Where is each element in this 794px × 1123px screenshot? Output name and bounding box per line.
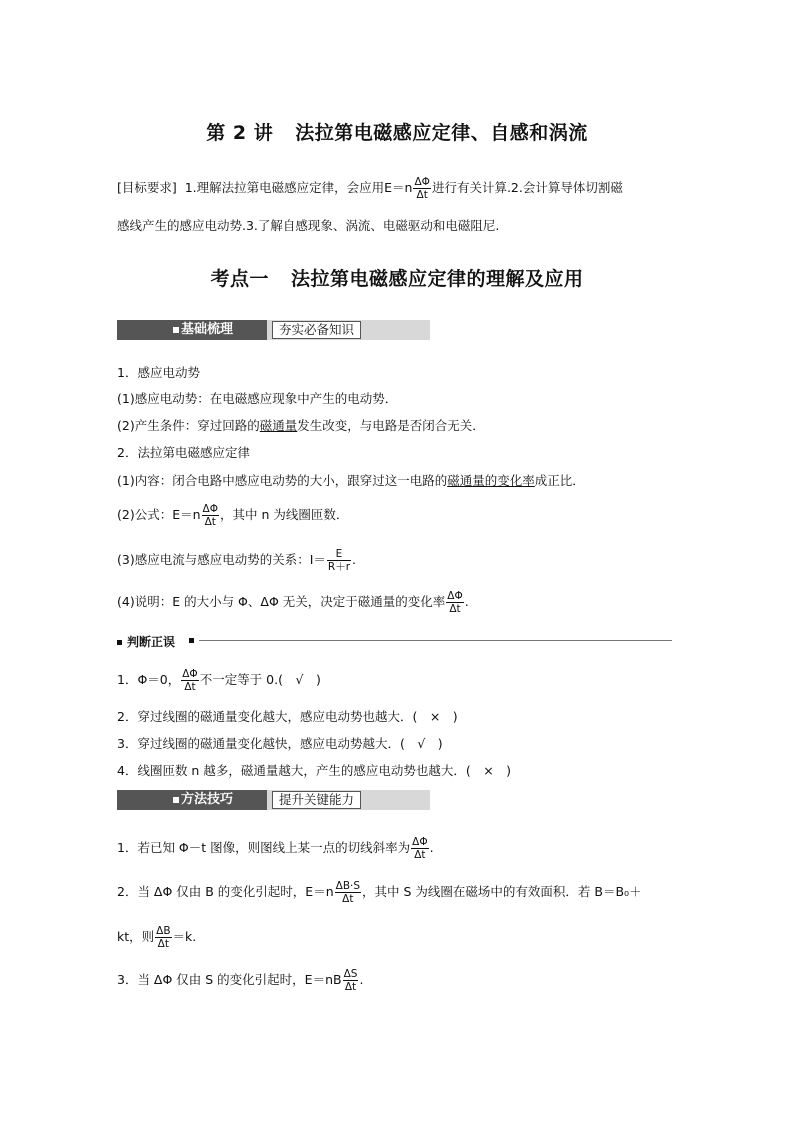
fraction: $\frac{E}{R+r}$ bbox=[327, 548, 351, 573]
heading-2: 2．法拉第电磁感应定律 bbox=[117, 445, 250, 460]
formula-line: (4)说明：E 的大小与 Φ、ΔΦ 无关，决定于磁通量的变化率 $\frac{\Delta\Phi}{\Delta t}$ . bbox=[117, 590, 469, 615]
fraction: $\frac{\Delta B}{\Delta t}$ bbox=[156, 925, 171, 950]
goals-line-1: [目标要求] 1.理解法拉第电磁感应定律，会应用E＝n $\frac{\Delta\Phi}{\Delta t}$ 进行有关计算.2.会计算导体切割磁 bbox=[117, 176, 623, 201]
method-item: 1．若已知 Φ－t 图像，则图线上某一点的切线斜率为 $\frac{\Delta\Phi}{\Delta t}$ . bbox=[117, 836, 434, 861]
section-bar-basics bbox=[117, 320, 430, 340]
fraction: $\frac{\Delta\Phi}{\Delta t}$ bbox=[412, 836, 428, 861]
lecture-title bbox=[0, 118, 794, 145]
judge-title: 判断正误 bbox=[127, 635, 176, 649]
heading-1: 1．感应电动势 bbox=[117, 365, 200, 380]
fraction: $\frac{\Delta\Phi}{\Delta t}$ bbox=[182, 668, 198, 693]
paragraph: (1)感应电动势：在电磁感应现象中产生的电动势． bbox=[117, 391, 398, 406]
goals-label: [目标要求] bbox=[117, 180, 177, 195]
fraction: $\frac{\Delta\Phi}{\Delta t}$ bbox=[414, 176, 430, 201]
method-item: 3．当 ΔΦ 仅由 S 的变化引起时，E＝nB $\frac{\Delta S}{\Delta t}$ . bbox=[117, 968, 364, 993]
fraction: $\frac{\Delta\Phi}{\Delta t}$ bbox=[447, 590, 463, 615]
square-bullet-icon bbox=[173, 327, 179, 333]
kaodian-name: 法拉第电磁感应定律的理解及应用 bbox=[291, 268, 584, 290]
kaodian-label: 考点一 bbox=[210, 268, 269, 290]
square-bullet-icon bbox=[173, 797, 179, 803]
paragraph: (1)内容：闭合电路中感应电动势的大小，跟穿过这一电路的磁通量的变化率成正比． bbox=[117, 473, 585, 488]
section-tag: 夯实必备知识 bbox=[272, 321, 361, 339]
fraction: $\frac{\Delta\Phi}{\Delta t}$ bbox=[202, 503, 218, 528]
kaodian-title bbox=[0, 264, 794, 291]
divider bbox=[199, 640, 672, 641]
square-bullet-icon bbox=[117, 640, 122, 645]
method-item: 2．当 ΔΦ 仅由 B 的变化引起时，E＝n $\frac{\Delta B\cdot S}{\Delta t}$ ，其中 S 为线圈在磁场中的有效面积．若 B＝B₀＋ bbox=[117, 880, 642, 905]
goals-line-2: 感线产生的感应电动势.3.了解自感现象、涡流、电磁驱动和电磁阻尼. bbox=[117, 218, 500, 233]
paragraph: (2)产生条件：穿过回路的磁通量发生改变，与电路是否闭合无关． bbox=[117, 418, 485, 433]
section-bar-methods bbox=[117, 790, 430, 810]
judge-header bbox=[117, 633, 672, 647]
section-title: 基础梳理 bbox=[181, 322, 234, 337]
judge-item: 4．线圈匝数 n 越多，磁通量越大，产生的感应电动势也越大．( × ) bbox=[117, 763, 512, 778]
section-tag: 提升关键能力 bbox=[272, 791, 361, 809]
judge-item: 3．穿过线圈的磁通量变化越快，感应电动势越大．( √ ) bbox=[117, 736, 443, 751]
section-title: 方法技巧 bbox=[181, 792, 234, 807]
method-item-continued: kt，则 $\frac{\Delta B}{\Delta t}$ ＝k. bbox=[117, 925, 197, 950]
fraction: $\frac{\Delta S}{\Delta t}$ bbox=[343, 968, 358, 993]
judge-item: 2．穿过线圈的磁通量变化越大，感应电动势也越大．( × ) bbox=[117, 709, 458, 724]
lecture-name: 法拉第电磁感应定律、自感和涡流 bbox=[295, 122, 588, 144]
formula-line: (3)感应电流与感应电动势的关系：I＝ $\frac{E}{R+r}$ . bbox=[117, 548, 357, 573]
lecture-number: 第 2 讲 bbox=[206, 122, 274, 144]
judge-item: 1．Φ＝0， $\frac{\Delta\Phi}{\Delta t}$ 不一定等于 0.( √ ) bbox=[117, 668, 321, 693]
formula-line: (2)公式：E＝n $\frac{\Delta\Phi}{\Delta t}$ ，其中 n 为线圈匝数． bbox=[117, 503, 349, 528]
fraction: $\frac{\Delta B\cdot S}{\Delta t}$ bbox=[335, 880, 361, 905]
